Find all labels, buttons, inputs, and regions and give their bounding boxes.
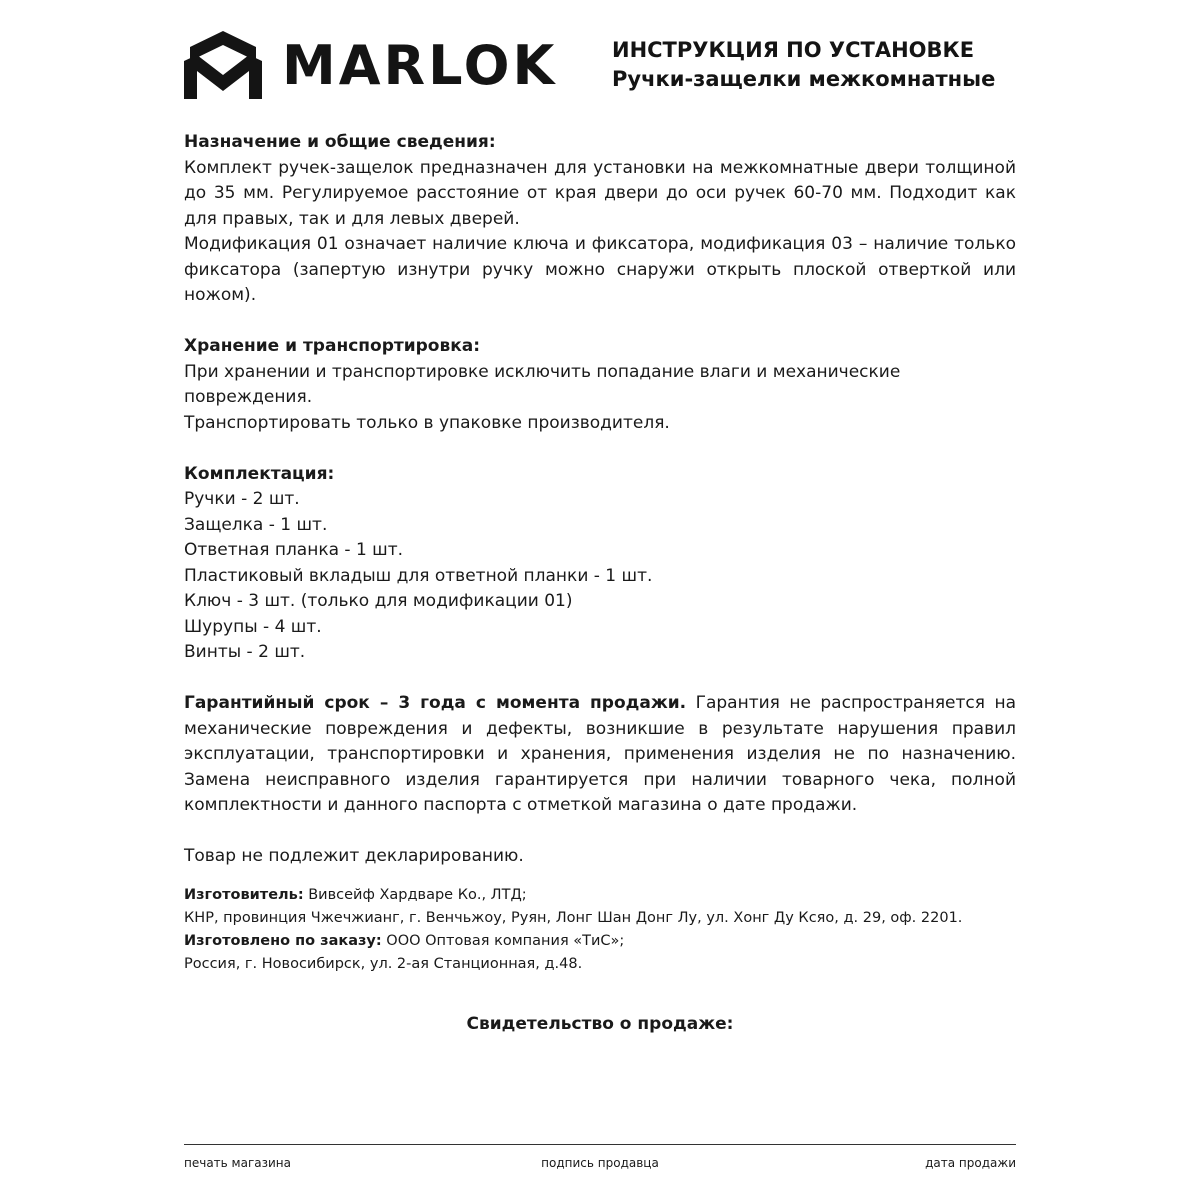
- kit-item: Пластиковый вкладыш для ответной планки - 1 шт.: [184, 565, 653, 586]
- order-line: [184, 930, 1016, 953]
- sale-certificate-title: Свидетельство о продаже:: [466, 1014, 734, 1034]
- sale-date-label: дата продажи: [925, 1156, 1016, 1170]
- kit-item: Ручки - 2 шт.: [184, 489, 300, 509]
- purpose-paragraph-2: Модификация 01 означает наличие ключа и фиксатора, модификация 03 – наличие только фиксатора (запертую изнутри ручку можно снаружи открыть плоской отверткой или ножом).: [184, 234, 1016, 305]
- warranty-term: Гарантийный срок – 3 года с момента продажи.: [184, 693, 687, 713]
- purpose-paragraph-1: Комплект ручек-защелок предназначен для установки на межкомнатные двери толщиной до 35 мм. Регулируемое расстояние от края двери до оси ручек 60-70 мм. Подходит как для правых, так и для левых дверей.: [184, 157, 1016, 229]
- kit-item: Защелка - 1 шт.: [184, 514, 328, 535]
- kit-item: Ответная планка - 1 шт.: [184, 540, 404, 560]
- maker-address: КНР, провинция Чжечжианг, г. Венчьжоу, Руян, Лонг Шан Донг Лу, ул. Хонг Ду Ксяо, д. 29, оф. 2201.: [184, 909, 963, 926]
- kit-item: Винты - 2 шт.: [184, 642, 306, 662]
- warranty-text: Гарантия не распространяется на механические повреждения и дефекты, возникшие в результате нарушения правил эксплуатации, транспортировки и хранения, применения изделия не по назначению. Замена неисправного изделия гарантируется при наличии товарного чека, полной комплектности и данного паспорта с отметкой магазина о дате продажи.: [184, 693, 1016, 815]
- storage-paragraph-1: При хранении и транспортировке исключить попадание влаги и механические повреждения.: [184, 361, 901, 407]
- storage-heading: Хранение и транспортировка:: [184, 336, 481, 356]
- title-line-1: ИНСТРУКЦИЯ ПО УСТАНОВКЕ: [612, 38, 975, 62]
- maker-line: [184, 884, 1016, 907]
- purpose-heading: Назначение и общие сведения:: [184, 132, 496, 152]
- order-address: Россия, г. Новосибирск, ул. 2-ая Станционная, д.48.: [184, 955, 583, 972]
- kit-list: [184, 487, 1016, 666]
- seller-signature-label: подпись продавца: [541, 1156, 659, 1170]
- brand-name: MARLOK: [282, 34, 558, 97]
- maker-name: Вивсейф Хардваре Ко., ЛТД;: [303, 886, 527, 903]
- header: [184, 28, 1016, 104]
- title-line-2: Ручки-защелки межкомнатные: [612, 67, 996, 91]
- warranty-paragraph: [184, 691, 1016, 819]
- maker-label: Изготовитель:: [184, 886, 304, 903]
- store-stamp-label: печать магазина: [184, 1156, 291, 1170]
- signature-line: [184, 1144, 1016, 1145]
- declaration-note: Товар не подлежит декларированию.: [184, 846, 524, 866]
- order-label: Изготовлено по заказу:: [184, 932, 382, 949]
- brand-logo: [184, 28, 557, 104]
- order-name: ООО Оптовая компания «ТиС»;: [381, 932, 625, 949]
- kit-heading: Комплектация:: [184, 463, 335, 484]
- kit-item: Шурупы - 4 шт.: [184, 616, 322, 637]
- document-title: [612, 36, 1016, 94]
- storage-paragraph-2: Транспортировать только в упаковке производителя.: [184, 412, 670, 433]
- marlok-logo-icon: [184, 31, 262, 101]
- kit-item: Ключ - 3 шт. (только для модификации 01): [184, 591, 573, 611]
- document-body: [184, 130, 1016, 976]
